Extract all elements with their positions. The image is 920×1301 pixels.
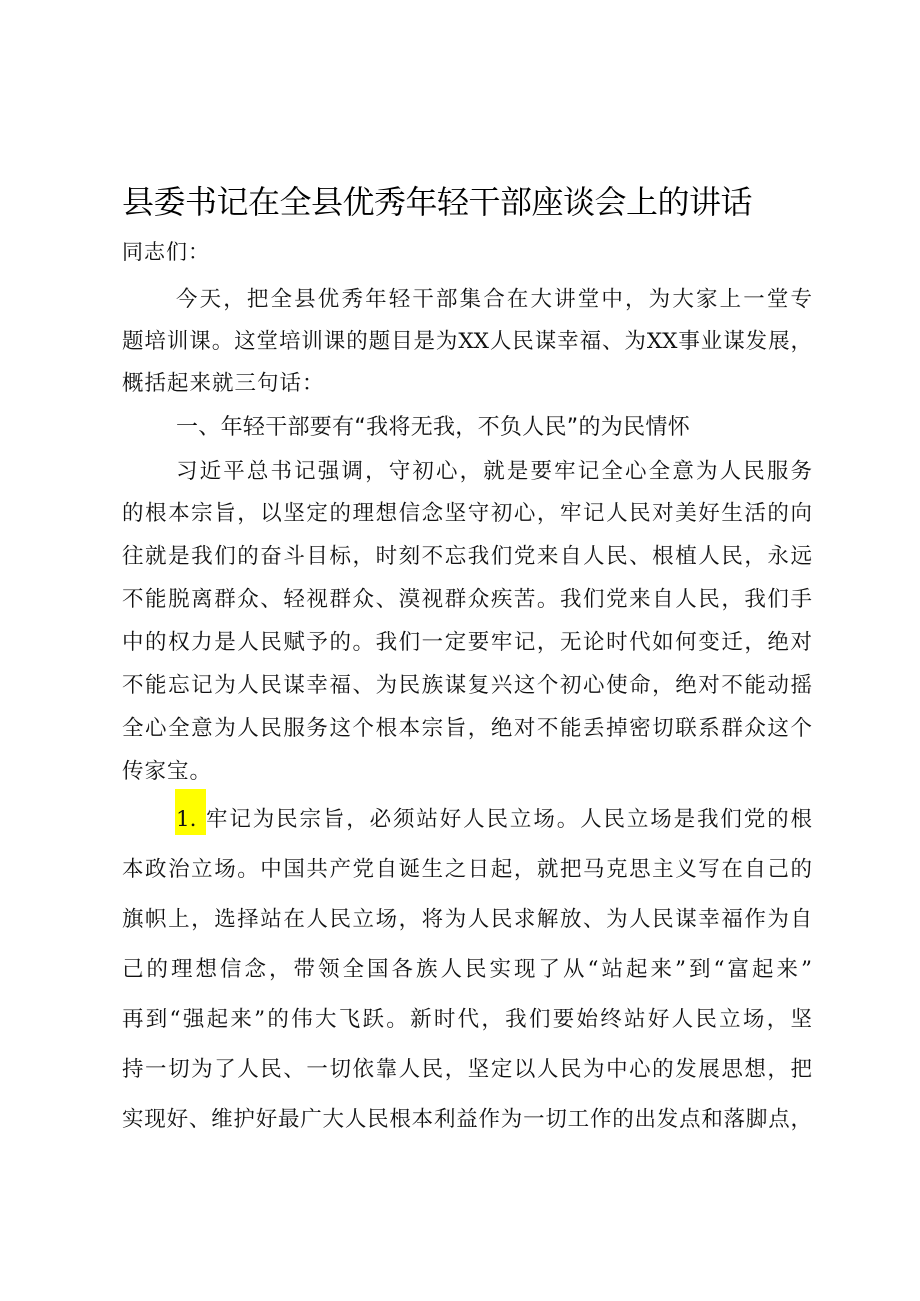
greeting: 同志们： (122, 240, 210, 264)
intro-line: 概括起来就三句话： (122, 371, 325, 396)
item-line: 旗帜上，选择站在人民立场，将为人民求解放、为人民谋幸福作为自 (122, 907, 812, 932)
item-line: 再到“强起来”的伟大飞跃。新时代，我们要始终站好人民立场，坚 (122, 1007, 812, 1032)
intro-line: 题培训课。这堂培训课的题目是为XX人民谋幸福、为XX事业谋发展， (122, 329, 812, 354)
item-line: 持一切为了人民、一切依靠人民，坚定以人民为中心的发展思想，把 (122, 1057, 812, 1082)
item-line: 己的理想信念，带领全国各族人民实现了从“站起来”到“富起来” (122, 957, 812, 982)
item-number: 1. (176, 807, 197, 832)
item-line: 本政治立场。中国共产党自诞生之日起，就把马克思主义写在自己的 (122, 857, 812, 882)
paragraph-line: 全心全意为人民服务这个根本宗旨，绝对不能丢掉密切联系群众这个 (122, 716, 812, 741)
item-line: 实现好、维护好最广大人民根本利益作为一切工作的出发点和落脚点， (122, 1107, 812, 1132)
section-heading: 一、年轻干部要有“我将无我，不负人民”的为民情怀 (176, 415, 690, 440)
paragraph-line: 的根本宗旨，以坚定的理想信念坚守初心，牢记人民对美好生活的向 (122, 501, 812, 526)
intro-line: 今天，把全县优秀年轻干部集合在大讲堂中，为大家上一堂专 (176, 287, 812, 312)
document-title: 县委书记在全县优秀年轻干部座谈会上的讲话 (122, 183, 753, 221)
paragraph-line: 不能脱离群众、轻视群众、漠视群众疾苦。我们党来自人民，我们手 (122, 587, 812, 612)
paragraph-line: 习近平总书记强调，守初心，就是要牢记全心全意为人民服务 (176, 459, 812, 484)
item-line: 牢记为民宗旨，必须站好人民立场。人民立场是我们党的根 (206, 807, 812, 832)
paragraph-line: 不能忘记为人民谋幸福、为民族谋复兴这个初心使命，绝对不能动摇 (122, 673, 812, 698)
paragraph-line: 往就是我们的奋斗目标，时刻不忘我们党来自人民、根植人民，永远 (122, 544, 812, 569)
paragraph-line: 传家宝。 (122, 759, 213, 784)
paragraph-line: 中的权力是人民赋予的。我们一定要牢记，无论时代如何变迁，绝对 (122, 630, 812, 655)
